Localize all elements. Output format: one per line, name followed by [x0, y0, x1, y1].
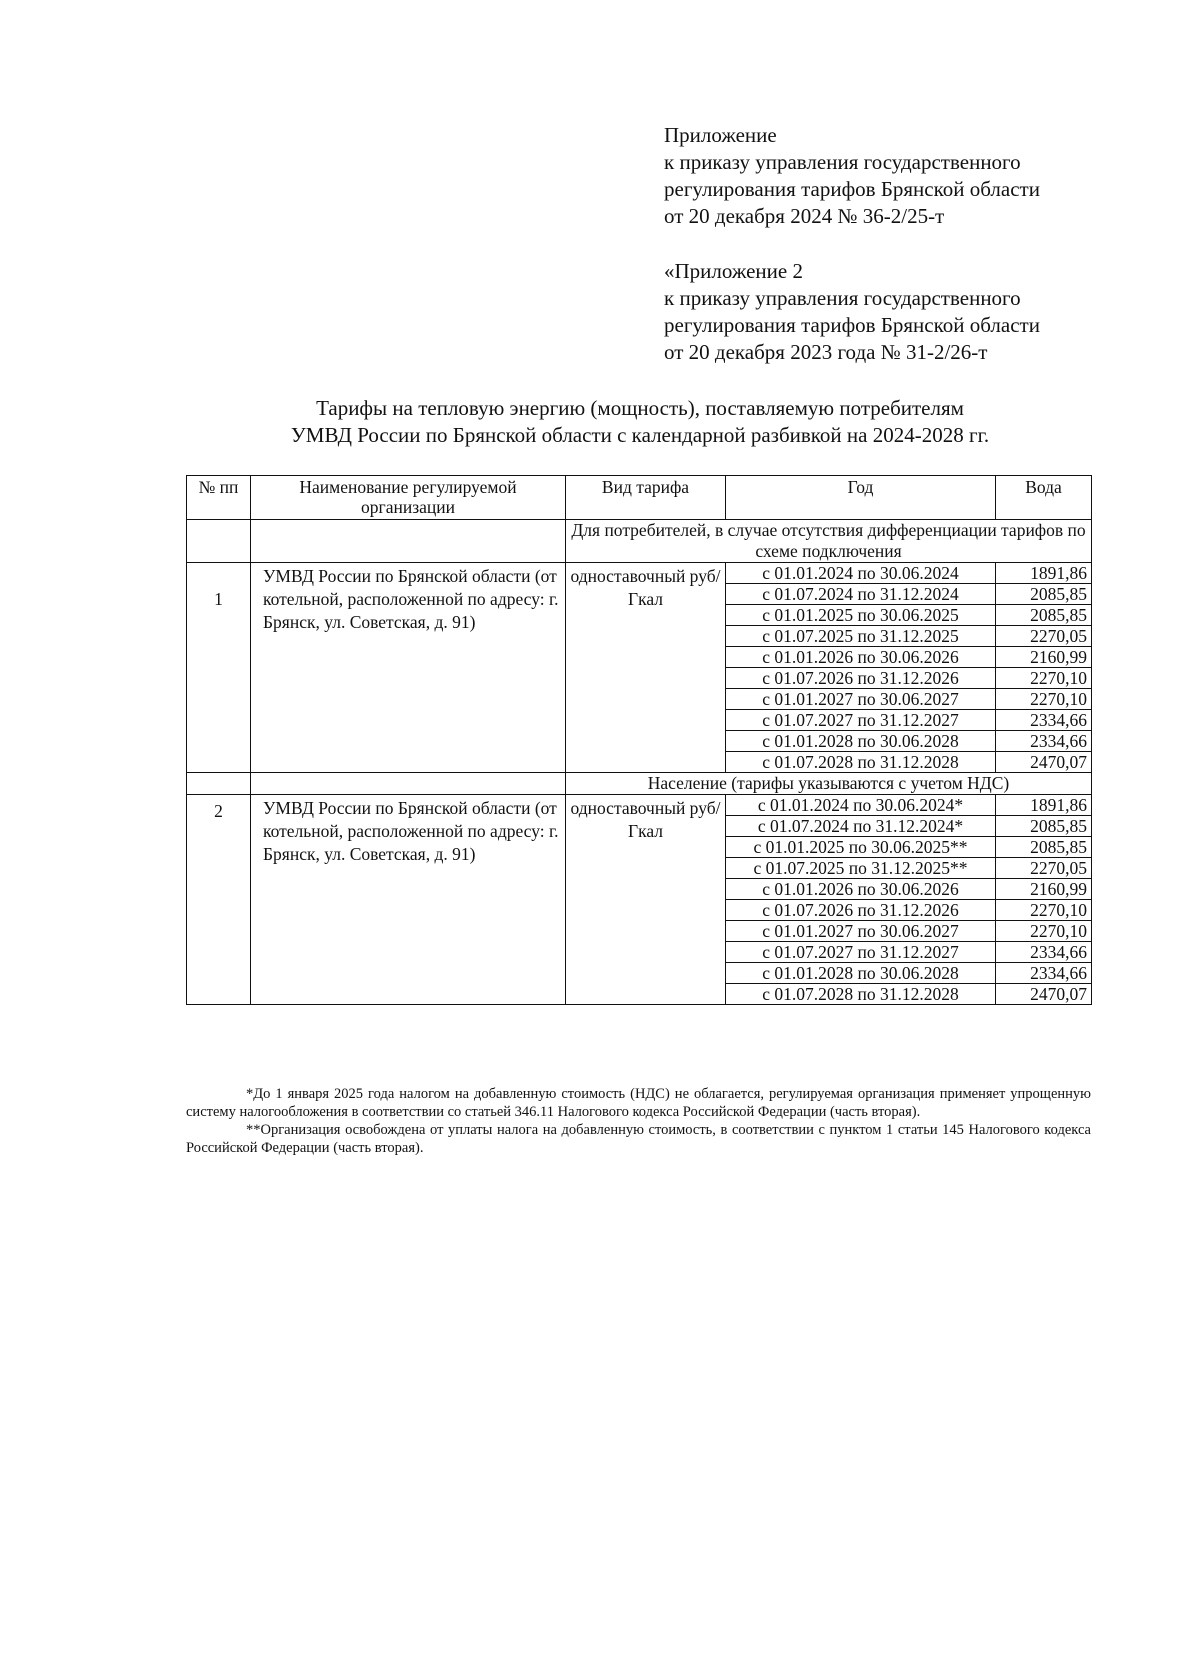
- period-cell: с 01.07.2028 по 31.12.2028: [726, 752, 996, 773]
- appendix2-line: к приказу управления государственного: [664, 286, 1021, 310]
- water-value-cell: 2160,99: [996, 879, 1092, 900]
- appendix-line: от 20 декабря 2024 № 36-2/25-т: [664, 204, 945, 228]
- header-organization: Наименование регулируемой организации: [251, 476, 566, 520]
- subheading-cell: Население (тарифы указываются с учетом НДС): [566, 773, 1092, 795]
- tariff-table: [186, 475, 1092, 1005]
- water-value-cell: 2270,10: [996, 689, 1092, 710]
- water-value-cell: 2334,66: [996, 942, 1092, 963]
- appendix2-header: [664, 258, 1164, 366]
- empty-cell: [251, 773, 566, 795]
- period-cell: с 01.07.2027 по 31.12.2027: [726, 942, 996, 963]
- period-cell: с 01.07.2024 по 31.12.2024*: [726, 816, 996, 837]
- row-number: 2: [187, 795, 251, 1005]
- table-subheading-row: [187, 520, 1092, 563]
- header-year: Год: [726, 476, 996, 520]
- water-value-cell: 2334,66: [996, 710, 1092, 731]
- organization-name: УМВД России по Брянской области (от котельной, расположенной по адресу: г. Брянск, ул. Советская, д. 91): [251, 563, 566, 773]
- title-line: УМВД России по Брянской области с календарной разбивкой на 2024-2028 гг.: [290, 423, 990, 447]
- water-value-cell: 2470,07: [996, 984, 1092, 1005]
- period-cell: с 01.01.2028 по 30.06.2028: [726, 963, 996, 984]
- period-cell: с 01.07.2028 по 31.12.2028: [726, 984, 996, 1005]
- water-value-cell: 2270,05: [996, 626, 1092, 647]
- table-row: [187, 795, 1092, 816]
- header-water: Вода: [996, 476, 1092, 520]
- period-cell: с 01.01.2026 по 30.06.2026: [726, 647, 996, 668]
- period-cell: с 01.01.2027 по 30.06.2027: [726, 689, 996, 710]
- table-subheading-row: [187, 773, 1092, 795]
- water-value-cell: 1891,86: [996, 795, 1092, 816]
- water-value-cell: 2270,10: [996, 668, 1092, 689]
- period-cell: с 01.01.2025 по 30.06.2025**: [726, 837, 996, 858]
- period-cell: с 01.01.2025 по 30.06.2025: [726, 605, 996, 626]
- water-value-cell: 2270,10: [996, 900, 1092, 921]
- tariff-type: одноставочный руб/Гкал: [566, 795, 726, 1005]
- header-number: № пп: [187, 476, 251, 520]
- water-value-cell: 2160,99: [996, 647, 1092, 668]
- period-cell: с 01.01.2027 по 30.06.2027: [726, 921, 996, 942]
- table-row: [187, 563, 1092, 584]
- appendix2-line: регулирования тарифов Брянской области: [664, 313, 1040, 337]
- water-value-cell: 2085,85: [996, 605, 1092, 626]
- water-value-cell: 2470,07: [996, 752, 1092, 773]
- period-cell: с 01.01.2024 по 30.06.2024: [726, 563, 996, 584]
- row-number: 1: [187, 563, 251, 773]
- appendix2-line: «Приложение 2: [664, 259, 803, 283]
- period-cell: с 01.07.2026 по 31.12.2026: [726, 900, 996, 921]
- water-value-cell: 2270,10: [996, 921, 1092, 942]
- period-cell: с 01.07.2024 по 31.12.2024: [726, 584, 996, 605]
- period-cell: с 01.07.2025 по 31.12.2025: [726, 626, 996, 647]
- period-cell: с 01.01.2026 по 30.06.2026: [726, 879, 996, 900]
- water-value-cell: 2270,05: [996, 858, 1092, 879]
- tariff-type: одноставочный руб/Гкал: [566, 563, 726, 773]
- appendix-line: регулирования тарифов Брянской области: [664, 177, 1040, 201]
- footnote: **Организация освобождена от уплаты налога на добавленную стоимость, в соответствии с пунктом 1 статьи 145 Налогового кодекса Российской Федерации (часть вторая).: [186, 1122, 1091, 1156]
- appendix-line: к приказу управления государственного: [664, 150, 1021, 174]
- period-cell: с 01.07.2026 по 31.12.2026: [726, 668, 996, 689]
- period-cell: с 01.07.2027 по 31.12.2027: [726, 710, 996, 731]
- document-title: [180, 395, 1100, 449]
- period-cell: с 01.07.2025 по 31.12.2025**: [726, 858, 996, 879]
- table-body: [187, 520, 1092, 1005]
- water-value-cell: 2085,85: [996, 837, 1092, 858]
- table-header-row: [187, 476, 1092, 520]
- period-cell: с 01.01.2024 по 30.06.2024*: [726, 795, 996, 816]
- water-value-cell: 2085,85: [996, 816, 1092, 837]
- empty-cell: [187, 773, 251, 795]
- water-value-cell: 2334,66: [996, 731, 1092, 752]
- empty-cell: [251, 520, 566, 563]
- footnotes: [186, 1085, 1091, 1157]
- empty-cell: [187, 520, 251, 563]
- water-value-cell: 1891,86: [996, 563, 1092, 584]
- period-cell: с 01.01.2028 по 30.06.2028: [726, 731, 996, 752]
- appendix-header: [664, 122, 1164, 230]
- organization-name: УМВД России по Брянской области (от котельной, расположенной по адресу: г. Брянск, ул. Советская, д. 91): [251, 795, 566, 1005]
- water-value-cell: 2334,66: [996, 963, 1092, 984]
- title-line: Тарифы на тепловую энергию (мощность), поставляемую потребителям: [316, 396, 964, 420]
- appendix2-line: от 20 декабря 2023 года № 31-2/26-т: [664, 340, 988, 364]
- footnote: *До 1 января 2025 года налогом на добавленную стоимость (НДС) не облагается, регулируемая организация применяет упрощенную систему налогообложения в соответствии со статьей 346.11 Налогового кодекса Российской Федерации (часть вторая).: [186, 1086, 1091, 1120]
- appendix-line: Приложение: [664, 123, 777, 147]
- water-value-cell: 2085,85: [996, 584, 1092, 605]
- header-tariff-type: Вид тарифа: [566, 476, 726, 520]
- subheading-cell: Для потребителей, в случае отсутствия дифференциации тарифов по схеме подключения: [566, 520, 1092, 563]
